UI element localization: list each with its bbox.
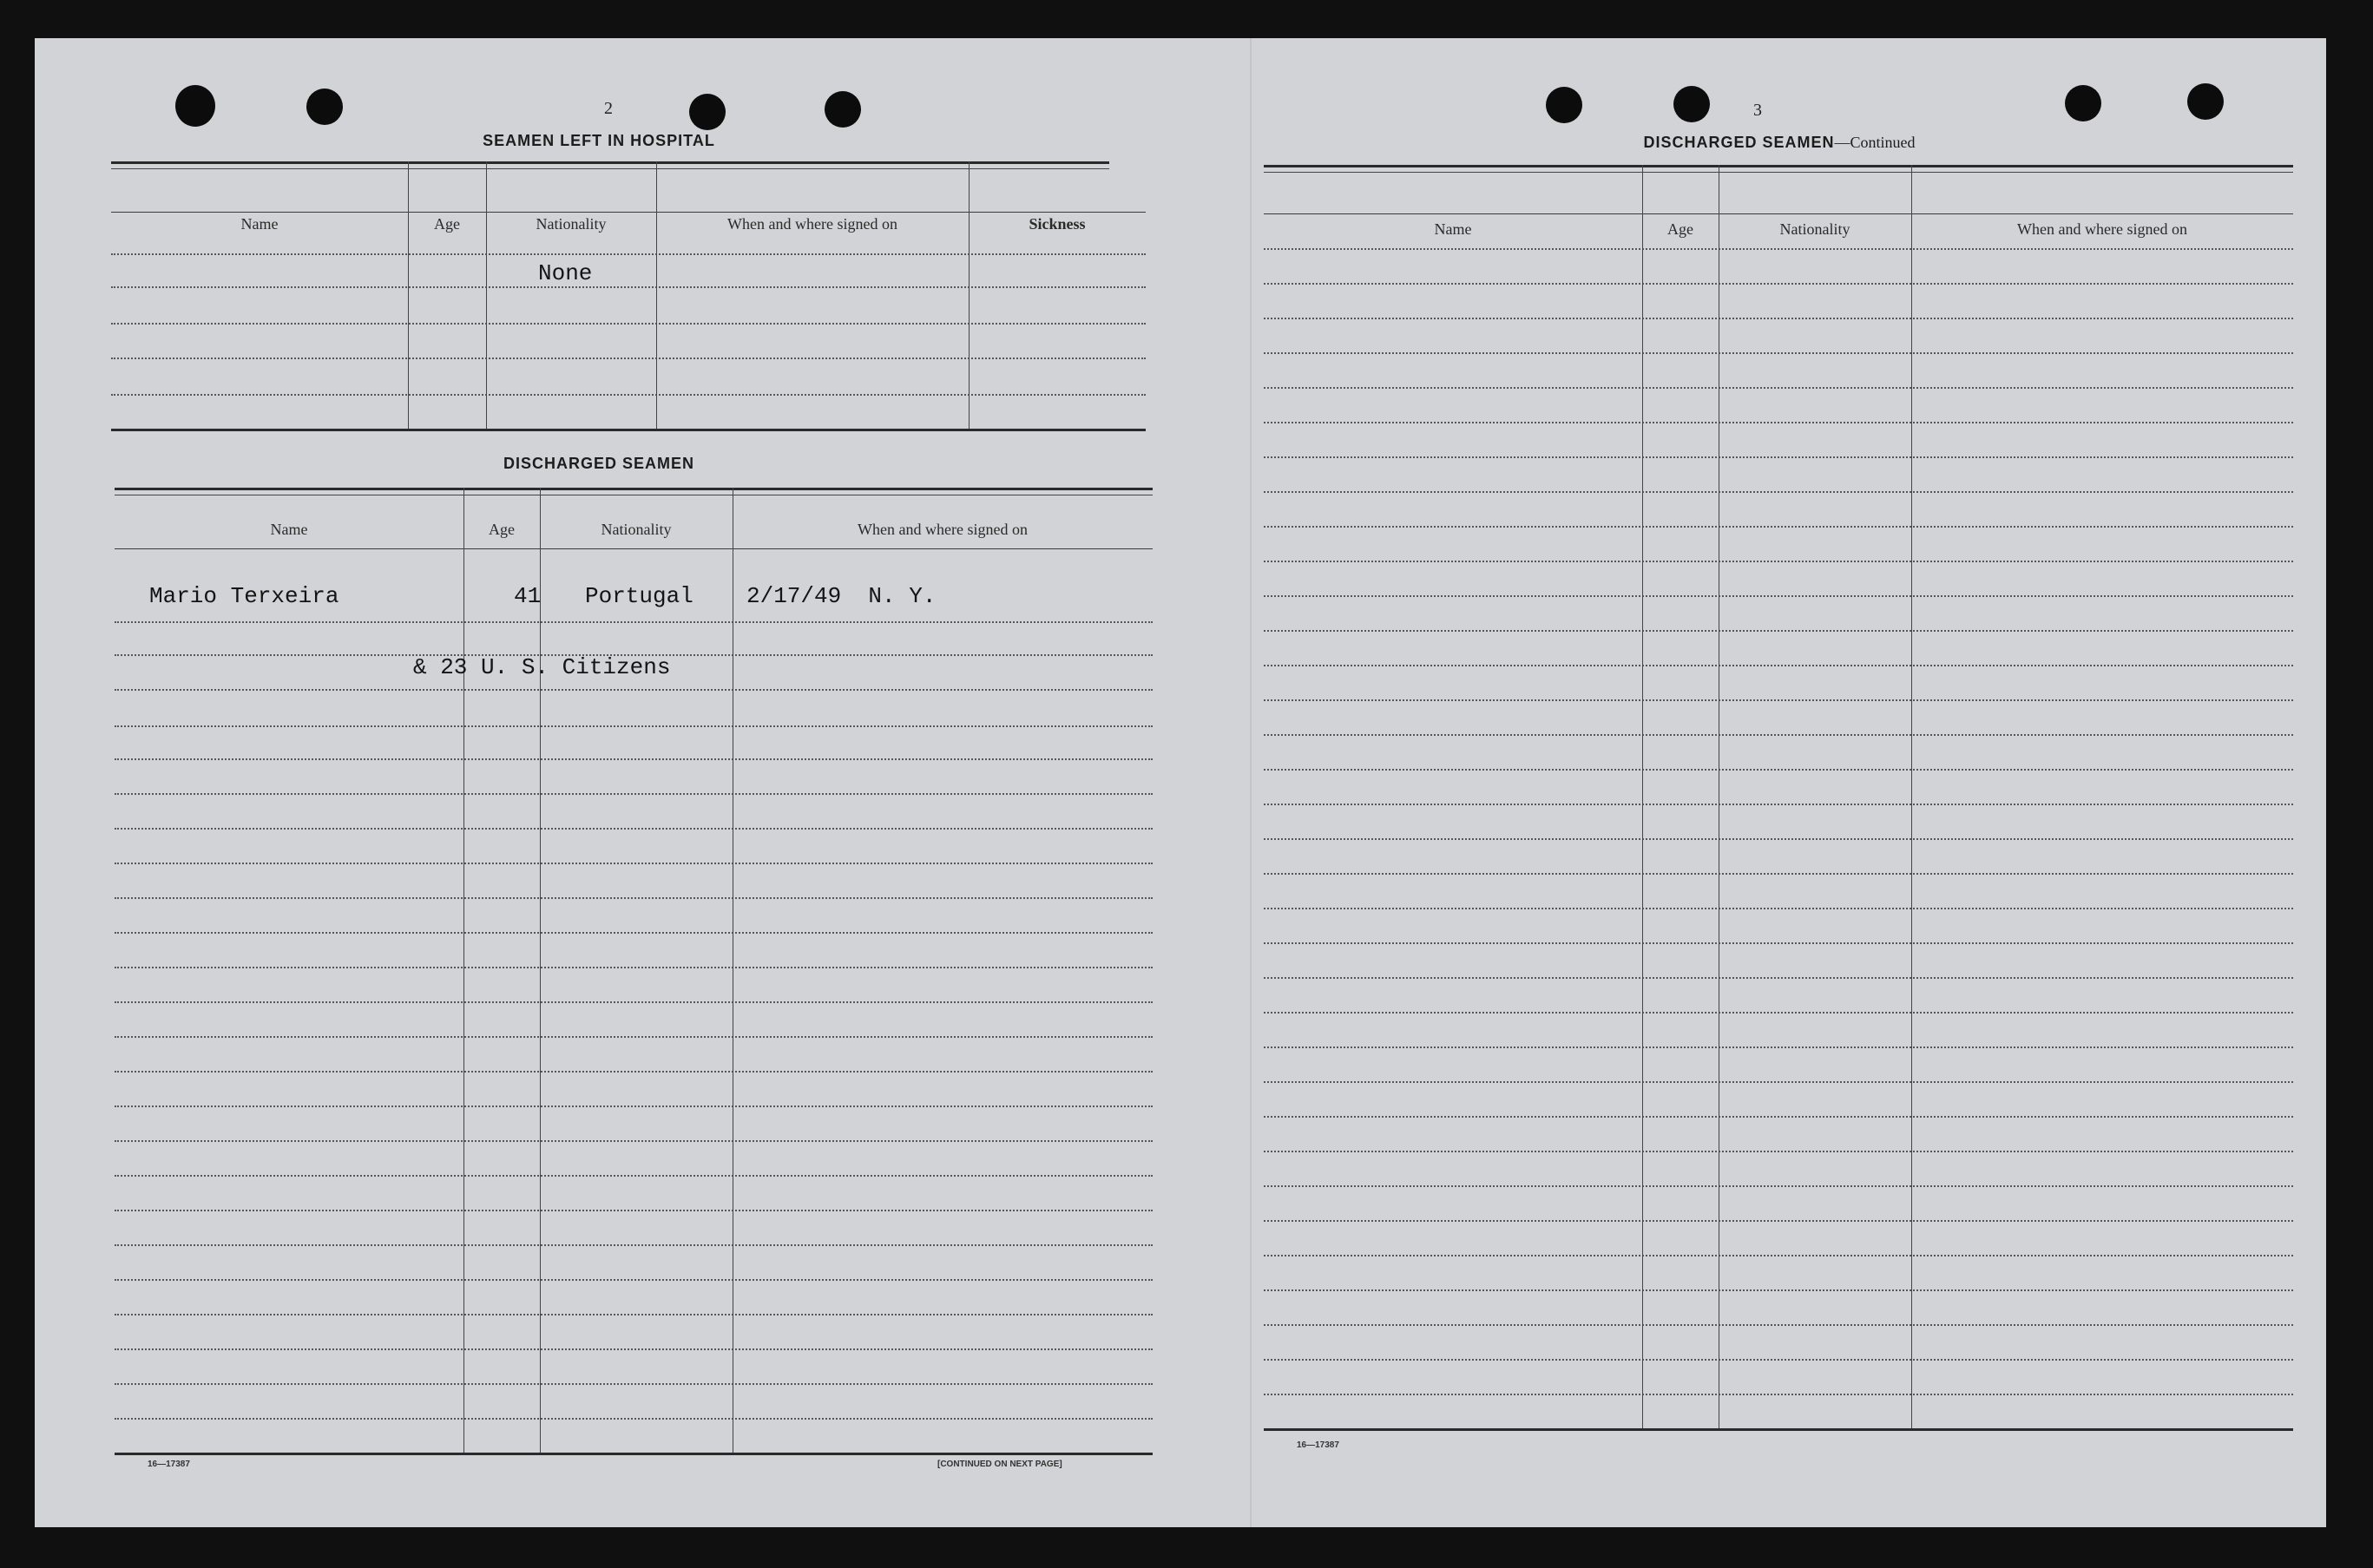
discharged-col-age: Age [489,521,515,538]
page-fold [1250,38,1252,1527]
form-number-right: 16—17387 [1297,1440,1339,1450]
punch-hole [306,89,343,125]
continued-col-nationality: Nationality [1779,220,1850,238]
seaman-age: 41 [514,583,542,609]
hospital-section-title: SEAMEN LEFT IN HOSPITAL [483,132,715,149]
form-number-left: 16—17387 [148,1460,190,1469]
hospital-col-name: Name [240,215,279,233]
discharged-col-signed-on: When and where signed on [858,521,1028,538]
continued-col-age: Age [1667,220,1693,238]
page-number-right: 3 [1753,101,1762,120]
hospital-table [111,161,1146,474]
page-number-left: 2 [604,99,613,118]
seaman-nationality: Portugal [585,583,693,609]
discharged-continued-label: DISCHARGED SEAMEN [1643,134,1835,151]
hospital-col-signed-on: When and where signed on [727,215,897,233]
continued-col-name: Name [1434,220,1472,238]
hospital-col-sickness: Sickness [1029,215,1086,233]
continued-note: [CONTINUED ON NEXT PAGE] [937,1460,1062,1469]
discharged-continued-table [1264,165,2297,1484]
discharged-section-title: DISCHARGED SEAMEN [503,455,695,472]
seaman-name: Mario Terxeira [149,583,339,609]
discharged-continued-title [1510,134,2048,152]
seaman-signed-on: 2/17/49 N. Y. [746,583,937,609]
discharged-col-name: Name [270,521,308,538]
punch-hole [175,85,215,127]
hospital-col-age: Age [434,215,460,233]
punch-hole [1673,86,1710,122]
continued-col-signed-on: When and where signed on [2017,220,2187,238]
punch-hole [825,91,861,128]
hospital-entry: None [538,260,593,286]
document-sheet [35,38,2326,1527]
continued-suffix: —Continued [1834,134,1916,151]
punch-hole [2065,85,2101,121]
citizens-note: & 23 U. S. Citizens [413,654,671,680]
discharged-table [115,488,1156,1486]
punch-hole [689,94,726,130]
punch-hole [1546,87,1582,123]
discharged-col-nationality: Nationality [601,521,672,538]
punch-hole [2187,83,2224,120]
hospital-col-nationality: Nationality [536,215,607,233]
